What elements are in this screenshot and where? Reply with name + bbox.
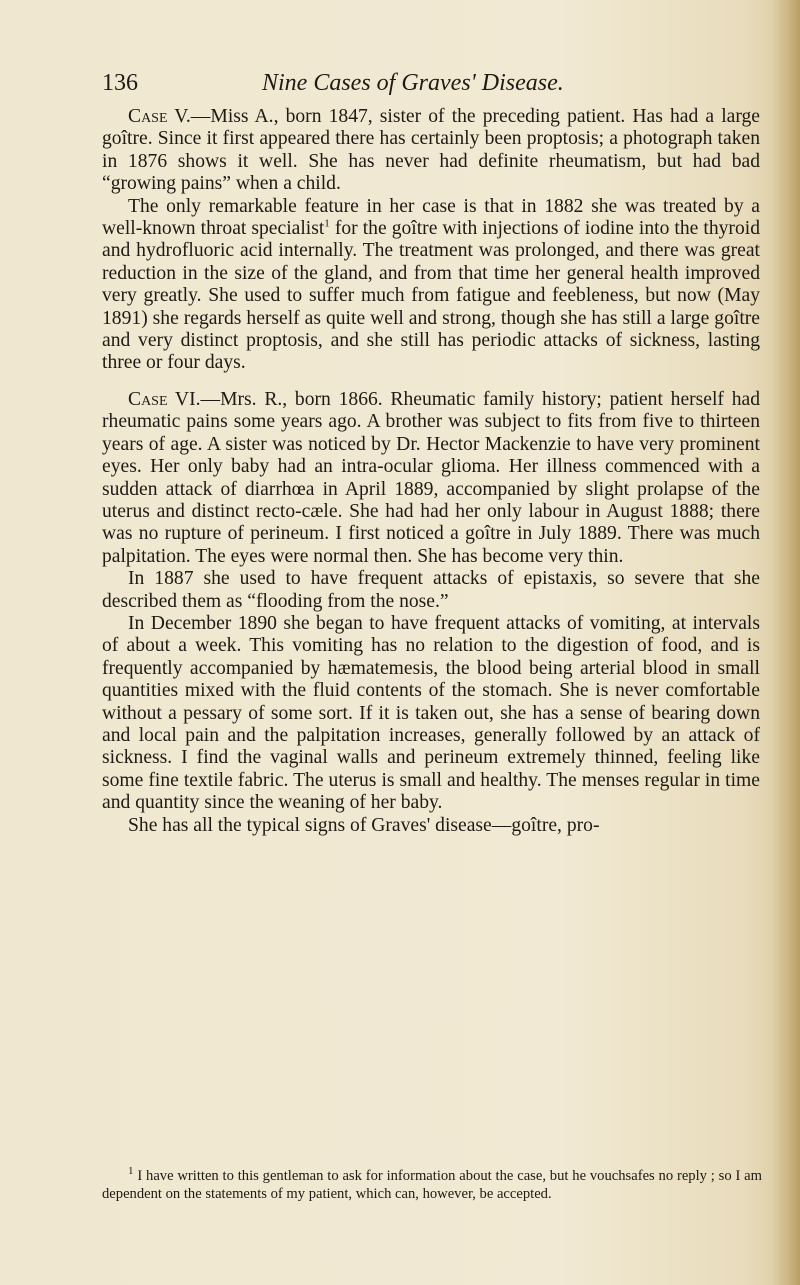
case-5-label: Case V. (128, 106, 191, 127)
footnote (102, 1165, 762, 1203)
footnote-paragraph (102, 1165, 762, 1203)
case-5-paragraph-1 (102, 106, 760, 196)
page-edge-shadow (772, 0, 800, 1285)
page-header (102, 70, 722, 100)
running-title: Nine Cases of Graves' Disease. (262, 70, 564, 96)
case-6-text-1: —Mrs. R., born 1866. Rheumatic family history; patient herself had rheumatic pains some years ago. A brother was subject to fits from five to thirteen years of age. A sister was noticed by Dr. Hector Mackenzie to have very prominent eyes. Her only baby had an intra-ocular glioma. Her illness commenced with a sudden attack of diarrhœa in April 1889, accompanied by slight prolapse of the uterus and distinct recto-cæle. She had had her only labour in August 1888; there was no rupture of perineum. I first noticed a goître in July 1889. There was much palpitation. The eyes were normal then. She has become very thin. (102, 388, 760, 567)
case-5-text-2b: for the goître with injections of iodine into the thyroid and hydrofluoric acid internally. The treatment was prolonged, and there was great reduction in the size of the gland, and from that time her general health improved very greatly. She used to suffer much from fatigue and feebleness, but now (May 1891) she regards herself as quite well and strong, though she has still a large goître and very distinct proptosis, and she still has periodic attacks of sickness, lasting three or four days. (102, 218, 760, 374)
case-5-text-2a: The only remarkable feature in her case is that in 1882 she was treated by a well-known throat specialist (102, 195, 760, 240)
footnote-reference[interactable]: 1 (324, 217, 330, 230)
case-6-paragraph-3: In December 1890 she began to have frequent attacks of vomiting, at intervals of about a week. This vomiting has no relation to the digestion of food, and is frequently accompanied by hæmatemesis, the blood being arterial blood in small quantities mixed with the fluid contents of the stomach. She is never comfortable without a pessary of some sort. If it is taken out, she has a sense of bearing down and local pain and the palpitation increases, generally followed by an attack of sickness. I find the vaginal walls and perineum extremely thinned, feeling like some fine textile fabric. The uterus is small and healthy. The menses regular in time and quantity since the weaning of her baby. (102, 612, 760, 814)
case-6-paragraph-2: In 1887 she used to have frequent attacks of epistaxis, so severe that she described them as “flooding from the nose.” (102, 568, 760, 612)
case-5-text-1: —Miss A., born 1847, sister of the preceding patient. Has had a large goître. Since it first appeared there has certainly been proptosis; a photograph taken in 1876 shows it well. She has never had definite rheumatism, but had bad “growing pains” when a child. (102, 106, 760, 195)
body-text (102, 106, 760, 837)
case-5-paragraph-2 (102, 196, 760, 375)
case-6-paragraph-4: She has all the typical signs of Graves' disease—goître, pro- (128, 814, 600, 836)
footnote-text: I have written to this gentleman to ask for information about the case, but he vouchsafes no reply ; so I am dependent on the statements of my patient, which can, however, be accepted. (102, 1168, 762, 1202)
case-6-label: Case VI. (128, 388, 201, 410)
page-number: 136 (102, 70, 138, 96)
footnote-marker: 1 (128, 1165, 134, 1178)
case-6-paragraph-1 (102, 389, 760, 568)
